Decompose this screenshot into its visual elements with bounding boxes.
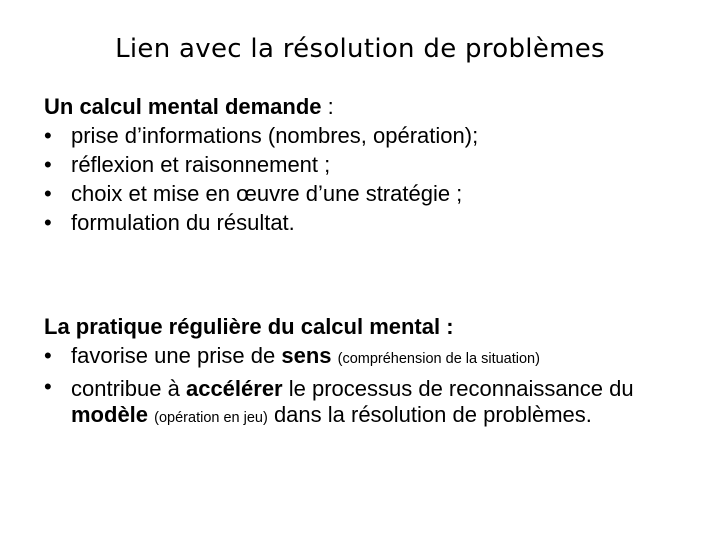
list-item-text: choix et mise en œuvre d’une stratégie ; — [71, 181, 463, 206]
list-item — [44, 374, 694, 431]
item-text: dans la résolution de problèmes. — [267, 402, 592, 427]
bullet-icon: • — [44, 152, 52, 177]
keyword-accelerer: accélérer — [185, 376, 283, 401]
list-item — [44, 208, 694, 237]
note-comprehension: (compréhension de la situation) — [337, 351, 540, 367]
item-text: contribue à — [71, 376, 186, 401]
bullet-icon: • — [44, 181, 52, 206]
section1-list — [44, 121, 694, 237]
section1-heading-bold: Un calcul mental demande — [44, 94, 322, 119]
list-item — [44, 150, 694, 179]
section-calcul-mental — [44, 92, 694, 237]
bullet-icon: • — [44, 374, 52, 399]
slide-title: Lien avec la résolution de problèmes — [115, 34, 605, 64]
note-operation: (opération en jeu) — [154, 410, 268, 426]
list-item — [44, 121, 694, 150]
list-item — [44, 179, 694, 208]
item-text: favorise une prise de — [71, 343, 282, 368]
list-item-text: formulation du résultat. — [71, 210, 295, 235]
section-pratique-reguliere — [44, 312, 694, 431]
bullet-icon: • — [44, 210, 52, 235]
section1-heading-rest: : — [321, 94, 334, 119]
section2-heading: La pratique régulière du calcul mental : — [44, 314, 454, 339]
keyword-sens: sens — [281, 343, 332, 368]
list-item — [44, 341, 694, 374]
section1-heading — [44, 92, 694, 121]
keyword-modele: modèle — [71, 402, 149, 427]
section2-list — [44, 341, 694, 431]
list-item-text: prise d’informations (nombres, opération); — [71, 123, 479, 148]
bullet-icon: • — [44, 123, 52, 148]
list-item-text: réflexion et raisonnement ; — [71, 152, 331, 177]
item-text: le processus de reconnaissance du — [282, 376, 634, 401]
bullet-icon: • — [44, 343, 52, 368]
